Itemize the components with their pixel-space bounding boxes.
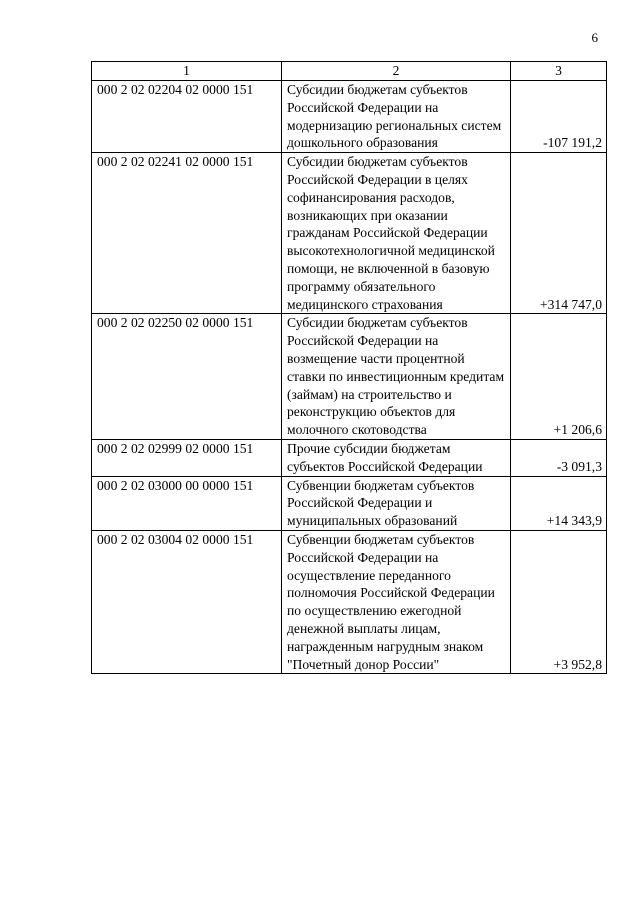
revenue-name-cell: Субсидии бюджетам субъектов Российской Федерации в целях софинансирования расходов, возникающих при оказании гражданам Российской Федерации высокотехнологичной медицинской помощи, не включенной в базовую программу обязательного медицинского страхования — [282, 153, 511, 314]
revenue-name-cell: Субвенции бюджетам субъектов Российской Федерации и муниципальных образований — [282, 476, 511, 530]
column-header-3: 3 — [511, 62, 607, 81]
table-row — [92, 476, 607, 530]
budget-code-cell: 000 2 02 02999 02 0000 151 — [92, 439, 282, 476]
table-row — [92, 153, 607, 314]
revenue-name-cell: Субвенции бюджетам субъектов Российской Федерации на осуществление переданного полномочия Российской Федерации по осуществлению ежегодной денежной выплаты лицам, награжденным нагрудным знаком "Почетный донор России" — [282, 530, 511, 673]
budget-code-cell: 000 2 02 02250 02 0000 151 — [92, 314, 282, 440]
amount-cell: +3 952,8 — [511, 530, 607, 673]
budget-table — [91, 61, 607, 674]
budget-code-cell: 000 2 02 03000 00 0000 151 — [92, 476, 282, 530]
revenue-name-cell: Субсидии бюджетам субъектов Российской Федерации на возмещение части процентной ставки по инвестиционным кредитам (займам) на строительство и реконструкцию объектов для молочного скотоводства — [282, 314, 511, 440]
column-header-2: 2 — [282, 62, 511, 81]
amount-cell: -3 091,3 — [511, 439, 607, 476]
page-number: 6 — [591, 30, 598, 45]
budget-code-cell: 000 2 02 02241 02 0000 151 — [92, 153, 282, 314]
amount-cell: +1 206,6 — [511, 314, 607, 440]
revenue-name-cell: Субсидии бюджетам субъектов Российской Федерации на модернизацию региональных систем дошкольного образования — [282, 81, 511, 153]
amount-cell: +14 343,9 — [511, 476, 607, 530]
amount-cell: -107 191,2 — [511, 81, 607, 153]
amount-cell: +314 747,0 — [511, 153, 607, 314]
revenue-name-cell: Прочие субсидии бюджетам субъектов Российской Федерации — [282, 439, 511, 476]
table-row — [92, 81, 607, 153]
table-row — [92, 314, 607, 440]
column-header-1: 1 — [92, 62, 282, 81]
budget-code-cell: 000 2 02 02204 02 0000 151 — [92, 81, 282, 153]
table-header-row — [92, 62, 607, 81]
table-row — [92, 530, 607, 673]
budget-code-cell: 000 2 02 03004 02 0000 151 — [92, 530, 282, 673]
table-row — [92, 439, 607, 476]
